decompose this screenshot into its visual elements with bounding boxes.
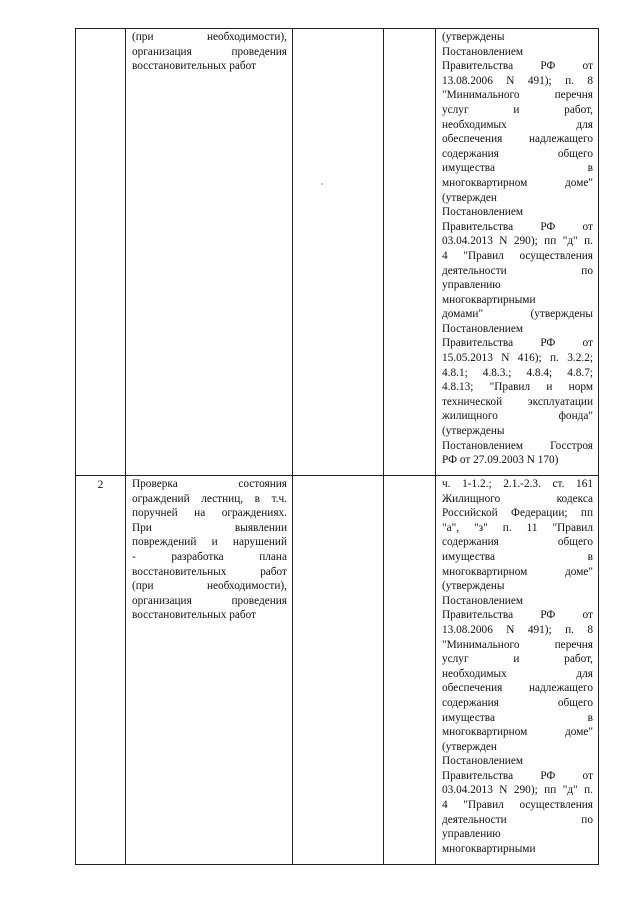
text-line: обеспечения надлежащего bbox=[442, 682, 593, 695]
text-line: организация проведения bbox=[132, 45, 287, 58]
text-line: содержания общего bbox=[442, 536, 593, 549]
text-line: Правительства РФ от bbox=[442, 609, 593, 622]
periodicity-cell bbox=[293, 29, 384, 476]
text-line: восстановительных работ bbox=[132, 609, 257, 622]
text-line: имущества в bbox=[442, 550, 593, 563]
text-line: услуг и работ, bbox=[442, 103, 593, 116]
text-line: 4.8.1; 4.8.3.; 4.8.4; 4.8.7; bbox=[442, 366, 593, 379]
legal-basis-cell bbox=[436, 29, 599, 476]
text-line: повреждений и нарушений bbox=[132, 536, 287, 549]
text-line: 15.05.2013 N 416); п. 3.2.2; bbox=[442, 352, 593, 365]
text-line: необходимых для bbox=[442, 118, 593, 131]
text-line: деятельности по bbox=[442, 264, 593, 277]
text-line: восстановительных работ bbox=[132, 565, 287, 578]
text-line: При выявлении bbox=[132, 521, 287, 534]
text-line: (утвержден bbox=[442, 191, 497, 204]
text-line: деятельности по bbox=[442, 813, 593, 826]
text-line: Правительства РФ от bbox=[442, 220, 593, 233]
text-line: Постановлением bbox=[442, 45, 523, 58]
cost-cell bbox=[384, 476, 436, 865]
text-line: Жилищного кодекса bbox=[442, 492, 593, 505]
text-line: Правительства РФ от bbox=[442, 60, 593, 73]
text-line: 4 "Правил осуществления bbox=[442, 799, 593, 812]
text-line: жилищного фонда" bbox=[442, 410, 593, 423]
table-row bbox=[76, 29, 599, 476]
text-line: многоквартирными bbox=[442, 842, 536, 855]
text-line: 03.04.2013 N 290); пп "д" п. bbox=[442, 784, 593, 797]
text-line: Правительства РФ от bbox=[442, 769, 593, 782]
text-line: поручней на ограждениях. bbox=[132, 507, 287, 520]
row-number-cell bbox=[76, 29, 126, 476]
text-line: технической эксплуатации bbox=[442, 395, 593, 408]
text-line: (утверждены bbox=[442, 31, 505, 43]
periodicity-cell bbox=[293, 476, 384, 865]
text-line: обеспечения надлежащего bbox=[442, 133, 593, 146]
text-line: управлению bbox=[442, 279, 501, 292]
text-line: многоквартирными bbox=[442, 293, 536, 306]
text-line: (утверждены bbox=[442, 425, 505, 438]
text-line: Правительства РФ от bbox=[442, 337, 593, 350]
text-line: (утвержден bbox=[442, 740, 497, 753]
text-line: многоквартирном доме" bbox=[442, 565, 593, 578]
text-line: организация проведения bbox=[132, 594, 287, 607]
text-line: РФ от 27.09.2003 N 170) bbox=[442, 454, 559, 467]
text-line: 03.04.2013 N 290); пп "д" п. bbox=[442, 235, 593, 248]
text-line: Постановлением bbox=[442, 755, 523, 768]
text-line: многоквартирном доме" bbox=[442, 726, 593, 739]
text-line: 4 "Правил осуществления bbox=[442, 249, 593, 262]
text-line: (утверждены bbox=[442, 580, 505, 593]
text-line: управлению bbox=[442, 828, 501, 841]
text-line: содержания общего bbox=[442, 147, 593, 160]
text-line: домами" (утверждены bbox=[442, 308, 593, 321]
work-description-cell bbox=[126, 29, 293, 476]
text-line: многоквартирном доме" bbox=[442, 176, 593, 189]
text-line: 13.08.2006 N 491); п. 8 bbox=[442, 623, 593, 636]
text-line: "Минимального перечня bbox=[442, 89, 593, 102]
text-line: (при необходимости), bbox=[132, 580, 287, 593]
text-line: 13.08.2006 N 491); п. 8 bbox=[442, 74, 593, 87]
text-line: Российской Федерации; пп bbox=[442, 507, 593, 520]
text-line: Постановлением bbox=[442, 322, 523, 335]
text-line: Постановлением bbox=[442, 206, 523, 219]
text-line: восстановительных работ bbox=[132, 60, 257, 73]
text-line: услуг и работ, bbox=[442, 653, 593, 666]
text-line: Постановлением bbox=[442, 594, 523, 607]
text-line: ч. 1-1.2.; 2.1.-2.3. ст. 161 bbox=[442, 478, 593, 490]
cost-cell bbox=[384, 29, 436, 476]
text-line: 4.8.13; "Правил и норм bbox=[442, 381, 593, 394]
text-line: "Минимального перечня bbox=[442, 638, 593, 651]
row-number-cell: 2 bbox=[76, 476, 126, 865]
legal-basis-cell bbox=[436, 476, 599, 865]
text-line: ограждений лестниц, в т.ч. bbox=[132, 492, 287, 505]
text-line: Постановлением Госстроя bbox=[442, 439, 593, 452]
text-line: имущества в bbox=[442, 162, 593, 175]
work-description-cell bbox=[126, 476, 293, 865]
text-line: Проверка состояния bbox=[132, 478, 287, 490]
text-line: имущества в bbox=[442, 711, 593, 724]
text-line: содержания общего bbox=[442, 696, 593, 709]
text-line: "а", "з" п. 11 "Правил bbox=[442, 521, 593, 534]
text-line: необходимых для bbox=[442, 667, 593, 680]
text-line: - разработка плана bbox=[132, 550, 287, 563]
works-table bbox=[75, 28, 599, 865]
table-row bbox=[76, 476, 599, 865]
text-line: (при необходимости), bbox=[132, 31, 287, 43]
